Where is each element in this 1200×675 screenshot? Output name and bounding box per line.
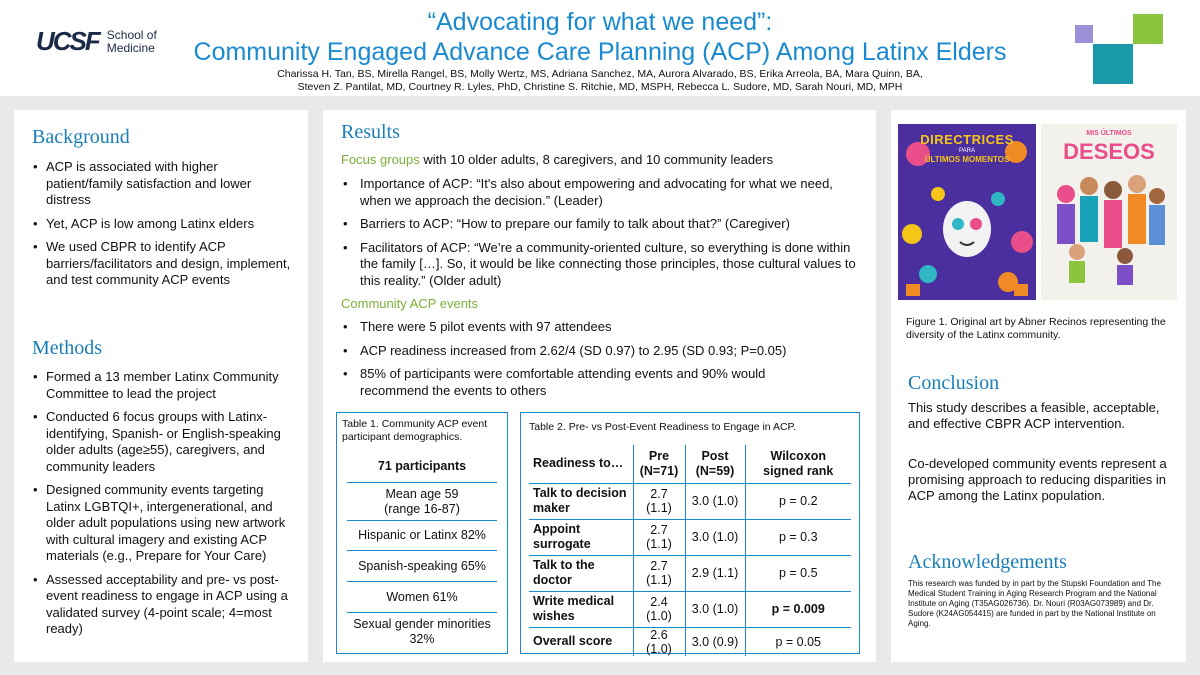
focus-groups-line: Focus groups with 10 older adults, 8 caregivers, and 10 community leaders	[341, 152, 774, 167]
list-item: • Designed community events targeting Latinx LGBTQI+, intergenerational, and older adult populations using new artwork with cultural imagery and existing ACP materials (e.g., Prepare for Your Care)	[32, 482, 298, 565]
list-item: • ACP readiness increased from 2.62/4 (SD 0.97) to 2.95 (SD 0.93; P=0.05)	[342, 343, 822, 360]
list-item: • Assessed acceptability and pre- vs post-event readiness to engage in ACP using a validated survey (4-point scale; 4=most ready)	[32, 572, 298, 638]
pre-value: 2.4 (1.0)	[633, 591, 685, 627]
column-header: Pre (N=71)	[633, 445, 685, 483]
conclusion-heading: Conclusion	[908, 372, 1000, 394]
artwork-1-sub: PARA	[959, 148, 975, 154]
table-row	[529, 627, 851, 656]
focus-groups-list	[342, 176, 862, 296]
title-line-2: Community Engaged Advance Care Planning (ACP) Among Latinx Elders	[193, 38, 1007, 66]
table-2	[520, 412, 860, 654]
list-item: • Conducted 6 focus groups with Latinx-identifying, Spanish- or English-speaking older adults (age≥55), caregivers, and community leaders	[32, 409, 298, 475]
table-row: Spanish-speaking 65%	[347, 551, 497, 582]
artwork-2-title-small: MIS ÚLTIMOS	[1086, 130, 1132, 137]
title-line-1: “Advocating for what we need”:	[427, 8, 773, 36]
table-row	[529, 519, 851, 555]
row-label: Overall score	[533, 634, 613, 648]
table-row: Mean age 59 (range 16-87)	[347, 483, 497, 521]
artwork-deseos	[1041, 124, 1177, 300]
row-label: Talk to the doctor	[529, 555, 633, 591]
post-value: 3.0 (0.9)	[685, 627, 745, 656]
list-item: • There were 5 pilot events with 97 attendees	[342, 319, 822, 336]
authors: Charissa H. Tan, BS, Mirella Rangel, BS, Molly Wertz, MS, Adriana Sanchez, MA, Aurora Alvarado, BS, Erika Arreola, BA, Mara Quinn, BA, Steven Z. Pantilat, MD, Courtney R. Lyles, PhD, Christine S. Ritchie, MD, MSPH, Rebecca L. Sudore, MD, Sarah Nouri, MD, MPH	[277, 68, 923, 93]
table-row: Sexual gender minorities 32%	[353, 617, 491, 646]
list-item: • Importance of ACP: “It's also about empowering and advocating for what we need, when we approach the decision.” (Leader)	[342, 176, 862, 209]
column-header: Readiness to…	[529, 445, 633, 483]
deco-square-lime	[1133, 14, 1163, 44]
acknowledgements-heading: Acknowledgements	[908, 551, 1067, 573]
community-events-label: Community ACP events	[341, 296, 479, 311]
methods-list	[32, 369, 298, 645]
right-panel	[891, 110, 1186, 662]
ucsf-logo	[36, 26, 157, 57]
list-item: • ACP is associated with higher patient/family satisfaction and lower distress	[32, 159, 294, 209]
table-row	[529, 591, 851, 627]
table-row: Hispanic or Latinx 82%	[347, 521, 497, 551]
conclusion-para-1: This study describes a feasible, acceptable, and effective CBPR ACP intervention.	[908, 400, 1160, 431]
table-row	[529, 555, 851, 591]
table-2-caption: Table 2. Pre- vs Post-Event Readiness to Engage in ACP.	[529, 421, 797, 433]
p-value: p = 0.009	[745, 591, 851, 627]
artwork-2-title: DESEOS	[1063, 139, 1155, 164]
deco-square-purple	[1075, 25, 1093, 43]
community-events-list	[342, 319, 822, 406]
post-value: 2.9 (1.1)	[685, 555, 745, 591]
conclusion-para-2: Co-developed community events represent a promising approach to reducing disparities in ACP among the Latinx population.	[908, 456, 1167, 503]
list-item: • We used CBPR to identify ACP barriers/facilitators and design, implement, and test community ACP events	[32, 239, 294, 289]
column-header: Post (N=59)	[685, 445, 745, 483]
list-item: • Formed a 13 member Latinx Community Committee to lead the project	[32, 369, 298, 402]
artwork-1-sub2: ÚLTIMOS MOMENTOS	[924, 155, 1010, 164]
list-item: • Barriers to ACP: “How to prepare our family to talk about that?” (Caregiver)	[342, 216, 862, 233]
column-header: Wilcoxon signed rank	[745, 445, 851, 483]
pre-value: 2.6 (1.0)	[633, 627, 685, 656]
row-label: Talk to decision maker	[529, 483, 633, 519]
list-item: • Facilitators of ACP: “We’re a community-oriented culture, so everything is done within the family […]. So, it would be like connecting those principles, those cultural values to this reality.” (Older adult)	[342, 240, 862, 290]
artwork-directrices	[898, 124, 1036, 300]
table-row: 71 participants	[347, 451, 497, 483]
title-block	[160, 8, 1040, 94]
left-panel	[14, 110, 308, 662]
row-label: Write medical wishes	[529, 591, 633, 627]
background-heading: Background	[32, 126, 130, 148]
pre-value: 2.7 (1.1)	[633, 483, 685, 519]
table-1-body	[347, 451, 497, 651]
post-value: 3.0 (1.0)	[685, 483, 745, 519]
row-label: Appoint surrogate	[529, 519, 633, 555]
pre-value: 2.7 (1.1)	[633, 519, 685, 555]
table-header-row	[529, 445, 851, 483]
background-list	[32, 159, 294, 296]
logo-text: School of Medicine	[106, 27, 157, 55]
table-row	[529, 483, 851, 519]
artwork-1-title: DIRECTRICES	[920, 132, 1014, 147]
list-item: • Yet, ACP is low among Latinx elders	[32, 216, 294, 233]
logo-mark: UCSF	[36, 26, 99, 56]
figure-caption: Figure 1. Original art by Abner Recinos representing the diversity of the Latinx community.	[906, 316, 1166, 341]
acknowledgements-text: This research was funded by in part by the Stupski Foundation and The Medical Student Training in Aging Research Program and the National Institute on Aging (T35AG026736). Dr. Nouri (R03AG073989) and Dr. Sudore (K24AG054415) are funded in part by the National Institute on Aging.	[908, 579, 1161, 628]
list-item: • 85% of participants were comfortable attending events and 90% would recommend the events to others	[342, 366, 822, 399]
results-heading: Results	[341, 121, 400, 143]
poster-header	[0, 0, 1200, 96]
deco-square-teal	[1093, 44, 1133, 84]
post-value: 3.0 (1.0)	[685, 519, 745, 555]
table-2-grid	[529, 445, 851, 656]
p-value: p = 0.05	[745, 627, 851, 656]
p-value: p = 0.3	[745, 519, 851, 555]
table-1	[336, 412, 508, 654]
focus-groups-label: Focus groups	[341, 152, 420, 167]
p-value: p = 0.5	[745, 555, 851, 591]
p-value: p = 0.2	[745, 483, 851, 519]
table-row: Women 61%	[347, 582, 497, 613]
post-value: 3.0 (1.0)	[685, 591, 745, 627]
table-1-caption: Table 1. Community ACP event participant demographics.	[342, 418, 488, 443]
methods-heading: Methods	[32, 337, 102, 359]
results-panel	[323, 110, 876, 662]
pre-value: 2.7 (1.1)	[633, 555, 685, 591]
